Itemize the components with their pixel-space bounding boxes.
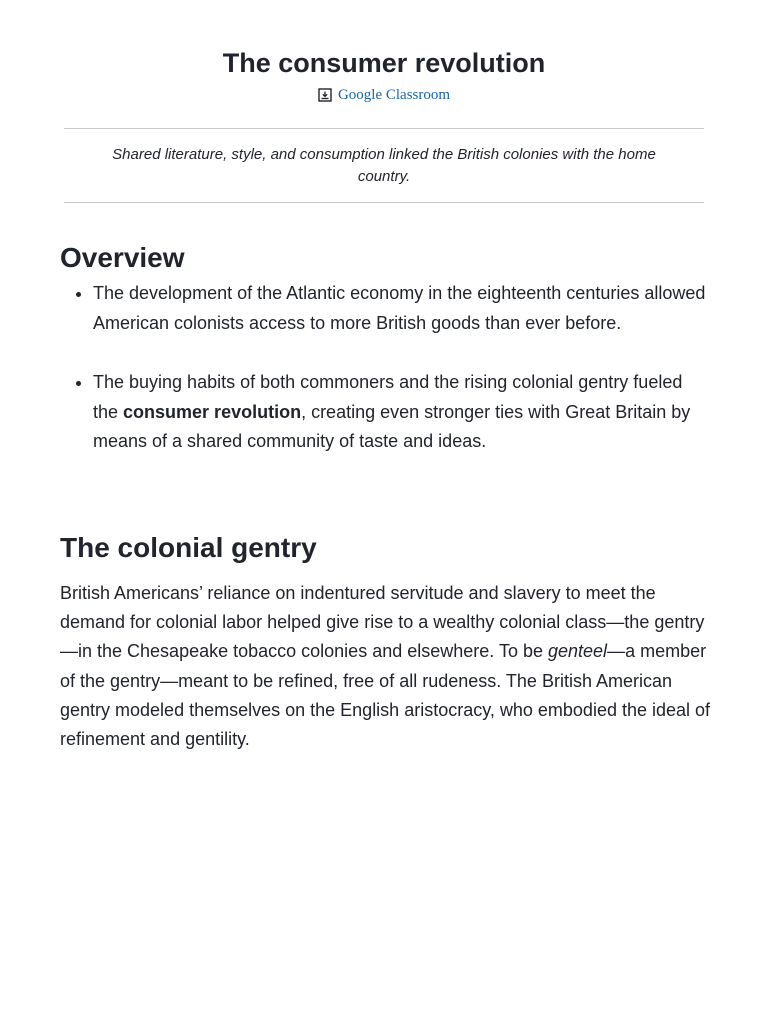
overview-bullet-2 <box>93 368 710 457</box>
gentry-paragraph-after: —a member of the gentry—meant to be refined, free of all rudeness. The British American gentry modeled themselves on the English aristocracy, who embodied the ideal of refinement and gentility. <box>60 641 711 750</box>
colonial-gentry-paragraph <box>60 579 712 754</box>
overview-heading: Overview <box>60 242 185 273</box>
page-title: The consumer revolution <box>222 48 546 78</box>
consumer-revolution-term: consumer revolution <box>123 401 302 422</box>
classroom-link-row <box>0 85 768 108</box>
overview-bullet-2-text-after: , creating even stronger ties with Great Britain by means of a shared community of taste and ideas. <box>93 401 691 451</box>
overview-bullet-2-text-before: The buying habits of both commoners and the rising colonial gentry fueled the <box>93 372 683 422</box>
gentry-paragraph-before: British Americans’ reliance on indentured servitude and slavery to meet the demand for colonial labor helped give rise to a wealthy colonial class—the gentry—in the Chesapeake tobacco colonies and elsewhere. To be <box>60 583 705 662</box>
google-classroom-label: Google Classroom <box>337 87 451 103</box>
share-to-classroom-icon <box>318 88 332 102</box>
overview-list <box>60 279 710 457</box>
article-summary: Shared literature, style, and consumption linked the British colonies with the home country. <box>112 145 656 185</box>
article-summary-box <box>64 128 704 203</box>
overview-bullet-1-text: The development of the Atlantic economy in the eighteenth centuries allowed American colonists access to more British goods than ever before. <box>93 283 706 333</box>
colonial-gentry-heading: The colonial gentry <box>60 532 317 563</box>
google-classroom-link[interactable] <box>318 85 450 105</box>
overview-bullet-1 <box>93 279 710 338</box>
genteel-term: genteel <box>548 641 608 662</box>
